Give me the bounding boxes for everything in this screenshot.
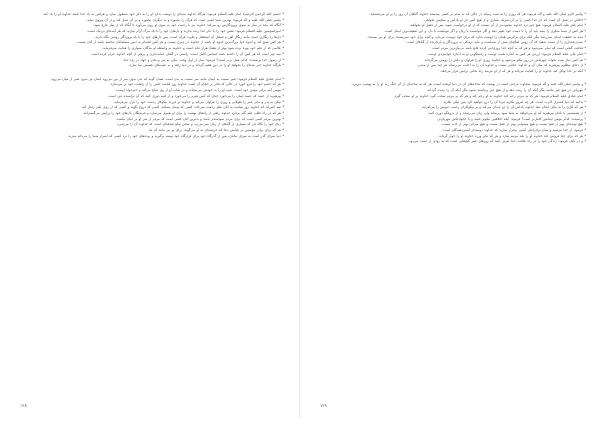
paragraph: * دنیا سرای گذر است نه سرای ماندن، پس از گذرگاه خود برای قرارگاه خود توشه برگیرید و پرده‌های خود را نزد کسی که اسرار شما را می‌داند مدرید. <box>67 133 284 138</box>
paragraph: * هر که کاری را به نیکی انجام دهد خداوند پاداش آن را دو چندان می‌کند و بر نیکوکاران رحمت خویش را می‌افزاید. <box>421 105 586 110</box>
paragraph: * امیرالمؤمنین علیه السلام فرمود: نفس خود را با ذکر خدا زنده بدارید و دل‌های خود را با یاد مرگ آرام سازید که هر آینده‌ای نزدیک است. <box>87 29 284 34</box>
paragraph: * امام صادق علیه السلام فرمود: صبر نسبت به ایمان مانند سر نسبت به بدن است، همان گونه که بدن بدون سر از بین می‌رود ایمان نیز بدون صبر از میان می‌رود. <box>50 76 284 81</box>
paragraph: * عالمی که از علم خود بهره برده شود بهتر از هفتاد هزار عابد است و خداوند به واسطه او بندگان بسیاری را هدایت می‌فرماید. <box>102 46 284 51</box>
paragraph: * هر کس از شما منکری را ببیند باید آن را با دست خود تغییر دهد و اگر نتوانست با زبان و اگر نتوانست با دل، و این ضعیف‌ترین ایمان است. <box>384 29 586 34</box>
paragraph: * بهترین مردم کسی است که برای مردم سودمندتر باشد و بدترین آنان کسی است که مردم از شر او در امان نباشند. <box>115 116 284 121</box>
paragraph: * مهربانی در هیچ چیز نباشد مگر آنکه آن را زینت دهد و از هیچ چیز برداشته نشود مگر آنکه آن را زشت گرداند. <box>426 88 586 93</box>
paragraph: * سه کس‌اند که خداوند روز قیامت به آنان نظر رحمت نمی‌کند: کسی که پیمان بشکند، کسی که دروغ بگوید و کسی که از روی تکبر رفتار کند. <box>80 105 284 110</box>
paragraph: * قناعت گنجی است که تمام نمی‌شود و هر که به آنچه خدا روزی‌اش کرده قانع باشد بی‌نیازترین مردم است. <box>431 46 586 51</box>
paragraph: * هر کس صبح کند و اندوه دنیا بزرگ‌ترین اندوه او باشد از خداوند در چیزی نیست و هر کس اهتمام به امور مسلمانان نداشته باشد از آنان نیست. <box>76 40 284 45</box>
right-page <box>300 0 600 424</box>
paragraph: * و پیامبر صلی الله علیه و آله فرمود: سخاوت درختی است در بهشت که شاخه‌های آن در دنیا آویخته است، هر که به شاخه‌ای از آن چنگ زند او را به بهشت می‌برد. <box>351 82 586 87</box>
paragraph: * هر که خشم خود را فرو خورد در حالی که قادر بر انجام آن است خداوند روز قیامت دلش را از رضایت خود پر می‌سازد. <box>109 82 284 87</box>
paragraph: * بدانید که دنیا کشتزار آخرت است، هر چه امروز بکارید فردا آن را درو خواهید کرد پس نیکی بکارید. <box>442 99 586 104</box>
paragraph: * سه چیز است که هر کس آن را داشته باشد ایمانش کامل است: راستی در گفتار، امانت‌داری و پرهیز از آنچه خداوند حرام کرده است. <box>90 51 284 56</box>
paragraph: * «بسم الله الرحمن الرحيم» امام عليه السلام فرمود: هرگاه خداوند بنده‌ای را دوست بدارد او را به ذکر خود مشغول سازد و هرکس به یاد خدا باشد خداوند او را یاد کند. <box>42 12 284 16</box>
paragraph: * نیکی به پدر و مادر عمر را طولانی و روزی را فراوان می‌کند و خداوند بر فرزند نیکوکار رحمت خود را نازل می‌فرماید. <box>113 99 284 104</box>
page-number: ۱۲۸ <box>20 403 27 408</box>
paragraph: * اخلاص در عمل آن است که جز خدا کسی را در آن شریک نسازی و از هیچ کس جز او پاداش و ستایش نخواهی. <box>423 17 586 22</box>
paragraph: * هر کس نماز شب بخواند چهره‌اش در روز نیکو می‌شود و خداوند روزی او را فراوان و دلش را روشن می‌گرداند. <box>423 57 586 62</box>
left-section-1 <box>16 12 284 68</box>
paragraph: * از رسول خدا پرسیدند: کدام عمل برتر است؟ فرمود: نماز در اول وقت، نیکی به پدر و مادر و جهاد در راه خدا. <box>122 57 284 62</box>
paragraph: * امام باقر علیه السلام فرمود: هیچ چیز نزد خداوند محبوب‌تر از آن نیست که از او درخواست شود، پس از فضل او بخواهید. <box>409 23 586 28</box>
paragraph: * شب‌زنده‌داری را از دست ندهید که آن روش صالحان پیش از شماست و مایه نزدیکی به پروردگار و بازدارنده از گناهان است. <box>406 40 586 45</box>
right-section-2 <box>318 82 586 143</box>
left-section-2 <box>16 77 284 138</box>
paragraph: * آنگاه که بنده در نماز به سوی پروردگارش رو می‌کند خداوند نیز با رحمت خود به سوی او روی می‌آورد تا آنگاه که از نماز فارغ شود. <box>93 23 284 28</box>
paragraph: * از دعای مظلوم بپرهیزید که میان آن و خداوند حجابی نیست و خداوند آن را به اجابت می‌رساند هر چند پس از مدتی. <box>417 63 586 68</box>
paragraph: * بپرهیزید از حسد که حسد ایمان را می‌خورد چنان که آتش هیزم را می‌خورد و از کینه دوری کنید که آن تراشنده دین است. <box>107 93 284 98</box>
paragraph: * هرگاه خداوند خیر بنده‌ای را بخواهد او را در دین فقیه گرداند و در دنیا زاهد و به عیب‌های نفسش بینا سازد. <box>128 63 284 68</box>
paragraph: * پیامبر صلی الله علیه و آله فرمود: بهترین شما کسی است که قرآن را بیاموزد و به دیگران بیاموزد و بر آن عمل کند و از آن پیروی نماید. <box>86 17 284 22</box>
paragraph: * پیامبر اکرم صلی الله علیه و آله فرمود: هر که روزی را به شب رساند در حالی که به ستم بر کسی نیندیشد خداوند گناهان آن روز را بر او می‌بخشاید. <box>369 12 586 16</box>
paragraph: * مؤمن آینه برادر مؤمن خود است، عیب او را به خودش می‌نمایاند و در غیاب او از وی دفاع می‌کند و خیرخواه اوست. <box>115 88 284 93</box>
paragraph: * بنده به حقیقت ایمان نمی‌رسد مگر آنکه برای برادرش همان را دوست بدارد که برای خود دوست می‌دارد و آنچه برای خود نمی‌پسندد برای او نیز نپسندد. <box>366 34 586 39</box>
paragraph: * امام علی علیه السلام فرمود: ارزش هر کس به اندازه همت اوست و راستگویی او به اندازه جوانمردی اوست. <box>426 51 586 56</box>
paragraph: * هر که برای خدا فروتنی کند خداوند او را بلند مرتبه سازد و هر که تکبر ورزد خداوند او را خوار گرداند. <box>438 133 586 138</box>
paragraph: * امام صادق علیه السلام فرمود: هر که به مردم رحم کند خداوند به او رحم کند و هر که بر مردم سخت گیرد خداوند بر او سخت گیرد. <box>393 93 586 98</box>
paragraph: * فرمود: از خدا بترسید و میان برادرانتان آشتی برقرار سازید که خداوند دوستدار آشتی‌دهندگان است. <box>442 127 586 132</box>
paragraph: * از همنشینی با نادان بپرهیزید که او می‌خواهد به شما سود برساند ولی زیان می‌رساند و از دروغگو دوری کنید. <box>427 110 586 115</box>
right-section-1 <box>318 12 586 73</box>
paragraph: * پرسیدند: کدام مؤمن ایمانش کامل‌تر است؟ فرمود: آنکه اخلاقش نیکوتر باشد و با خانواده‌اش مهربان‌تر. <box>436 116 586 121</box>
paragraph: * هر که برای برادر مؤمنش در غیابش دعا کند فرشته‌ای به او می‌گوید: برای تو نیز مانند آن باد. <box>147 127 284 132</box>
paragraph: * هیچ توشه‌ای بهتر از تقوا نیست و هیچ پیشوایی بهتر از عقل نیست و هیچ میراثی بهتر از ادب نیست. <box>441 122 586 127</box>
paragraph: * آنکه بر خدا توکل کند خداوند او را کفایت می‌کند و هر که از او بترسد راه نجاتی برایش قرار می‌دهد. <box>440 68 586 73</box>
paragraph: * زبان خود را نگاه دار که بسیاری از گناهان از زبان سر می‌زند و سخن نیکو صدقه‌ای است که خداوند آن را می‌پذیرد. <box>116 122 284 127</box>
paragraph: * و در پایان فرمود: زندگی خود را در راه طاعت خدا صرف کنید که روزهای عمر گنج‌هایی است که به زودی از دست می‌رود. <box>408 139 586 144</box>
paragraph: * دل‌ها را زنگاری است مانند زنگار آهن و صیقل آن استغفار و تلاوت قرآن است، پس دل‌های خود را با یاد پروردگار روشن نگاه دارید. <box>94 34 284 39</box>
paragraph: * هر که در راه طلب علم گام بردارد خداوند راهی از راه‌های بهشت را برای او هموار می‌سازد و فرشتگان بال‌های خود را برایش می‌گسترانند. <box>82 110 284 115</box>
page-number: ۱۲۹ <box>320 403 327 408</box>
